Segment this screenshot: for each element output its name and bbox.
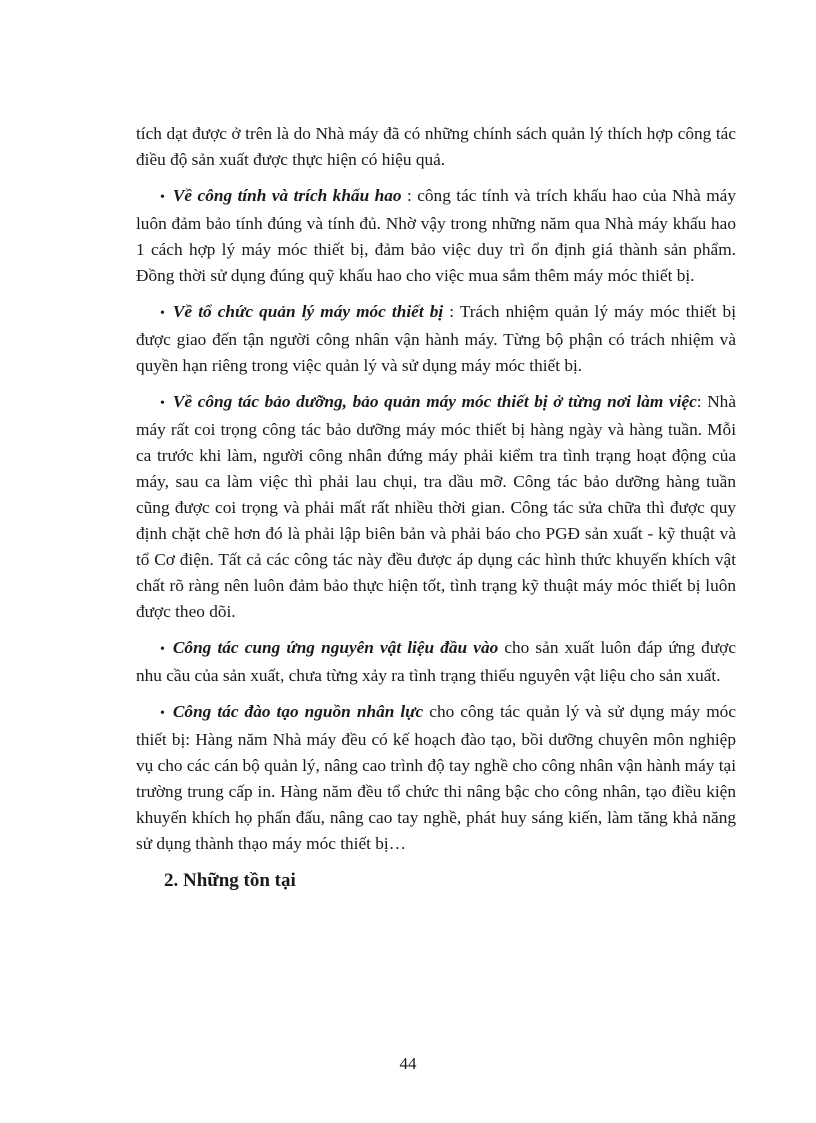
bullet-lead: Về công tác bảo dưỡng, bảo quản máy móc thiết bị ở từng nơi làm việc <box>172 392 697 411</box>
bullet-text: cho công tác quản lý và sử dụng máy móc thiết bị: Hàng năm Nhà máy đều có kế hoạch đào tạo, bồi dưỡng chuyên môn nghiệp vụ cho các cán bộ quản lý, nâng cao trình độ tay nghề cho công nhân vận hành máy tại trường trung cấp in. Hàng năm đều tổ chức thi nâng bậc cho công nhân, tạo điều kiện khuyến khích họ phấn đấu, nâng cao tay nghề, phát huy sáng kiến, làm tăng khả năng sử dụng thành thạo máy móc thiết bị… <box>136 702 736 853</box>
bullet-text: : Nhà máy rất coi trọng công tác bảo dưỡng máy móc thiết bị hàng ngày và hàng tuần. Mỗi ca trước khi làm, người công nhân đứng máy phải kiểm tra tình trạng hoạt động của máy, sau ca làm việc thì phải lau chụi, tra dầu mỡ. Công tác bảo dưỡng hàng tuần cũng được coi trọng và phải mất rất nhiều thời gian. Công tác sửa chữa thì được quy định chặt chẽ hơn đó là phải lập biên bản và phải báo cho PGĐ sản xuất - kỹ thuật và tổ Cơ điện. Tất cả các công tác này đều được áp dụng các hình thức khuyến khích vật chất rõ ràng nên luôn đảm bảo thực hiện tốt, tình trạng kỹ thuật máy móc thiết bị luôn được theo dõi. <box>136 392 736 621</box>
bullet-lead: Về công tính và trích khấu hao <box>172 186 402 205</box>
bullet-text: cho sản xuất luôn đáp ứng được nhu cầu của sản xuất, chưa từng xảy ra tình trạng thiếu nguyên vật liệu cho sản xuất. <box>136 638 736 685</box>
bullet-paragraph-materials <box>136 635 736 689</box>
bullet-text: : Trách nhiệm quản lý máy móc thiết bị được giao đến tận người công nhân vận hành máy. Từng bộ phận có trách nhiệm và quyền hạn riêng trong việc quản lý và sử dụng máy móc thiết bị. <box>136 302 736 375</box>
bullet-paragraph-depreciation <box>136 183 736 289</box>
page-number: 44 <box>399 1054 417 1073</box>
bullet-icon: • <box>160 706 165 721</box>
bullet-lead: Công tác cung ứng nguyên vật liệu đầu vào <box>172 638 499 657</box>
bullet-paragraph-training <box>136 699 736 857</box>
intro-paragraph: tích dạt được ở trên là do Nhà máy đã có những chính sách quản lý thích hợp công tác điều độ sản xuất được thực hiện có hiệu quả. <box>136 124 736 169</box>
bullet-icon: • <box>160 190 165 205</box>
bullet-lead: Về tổ chức quản lý máy móc thiết bị <box>172 302 444 321</box>
body-text <box>136 121 736 895</box>
section-heading: 2. Những tồn tại <box>164 870 296 891</box>
bullet-paragraph-equipment-management <box>136 299 736 379</box>
bullet-icon: • <box>160 306 165 321</box>
bullet-paragraph-maintenance <box>136 389 736 625</box>
bullet-icon: • <box>160 396 165 411</box>
bullet-text: : công tác tính và trích khấu hao của Nhà máy luôn đảm bảo tính đúng và tính đủ. Nhờ vậy trong những năm qua Nhà máy khấu hao 1 cách hợp lý máy móc thiết bị, đảm bảo việc duy trì ổn định giá thành sản phẩm. Đồng thời sử dụng đúng quỹ khấu hao cho việc mua sắm thêm máy móc thiết bị. <box>136 186 736 285</box>
bullet-lead: Công tác đào tạo nguồn nhân lực <box>172 702 424 721</box>
bullet-icon: • <box>160 642 165 657</box>
